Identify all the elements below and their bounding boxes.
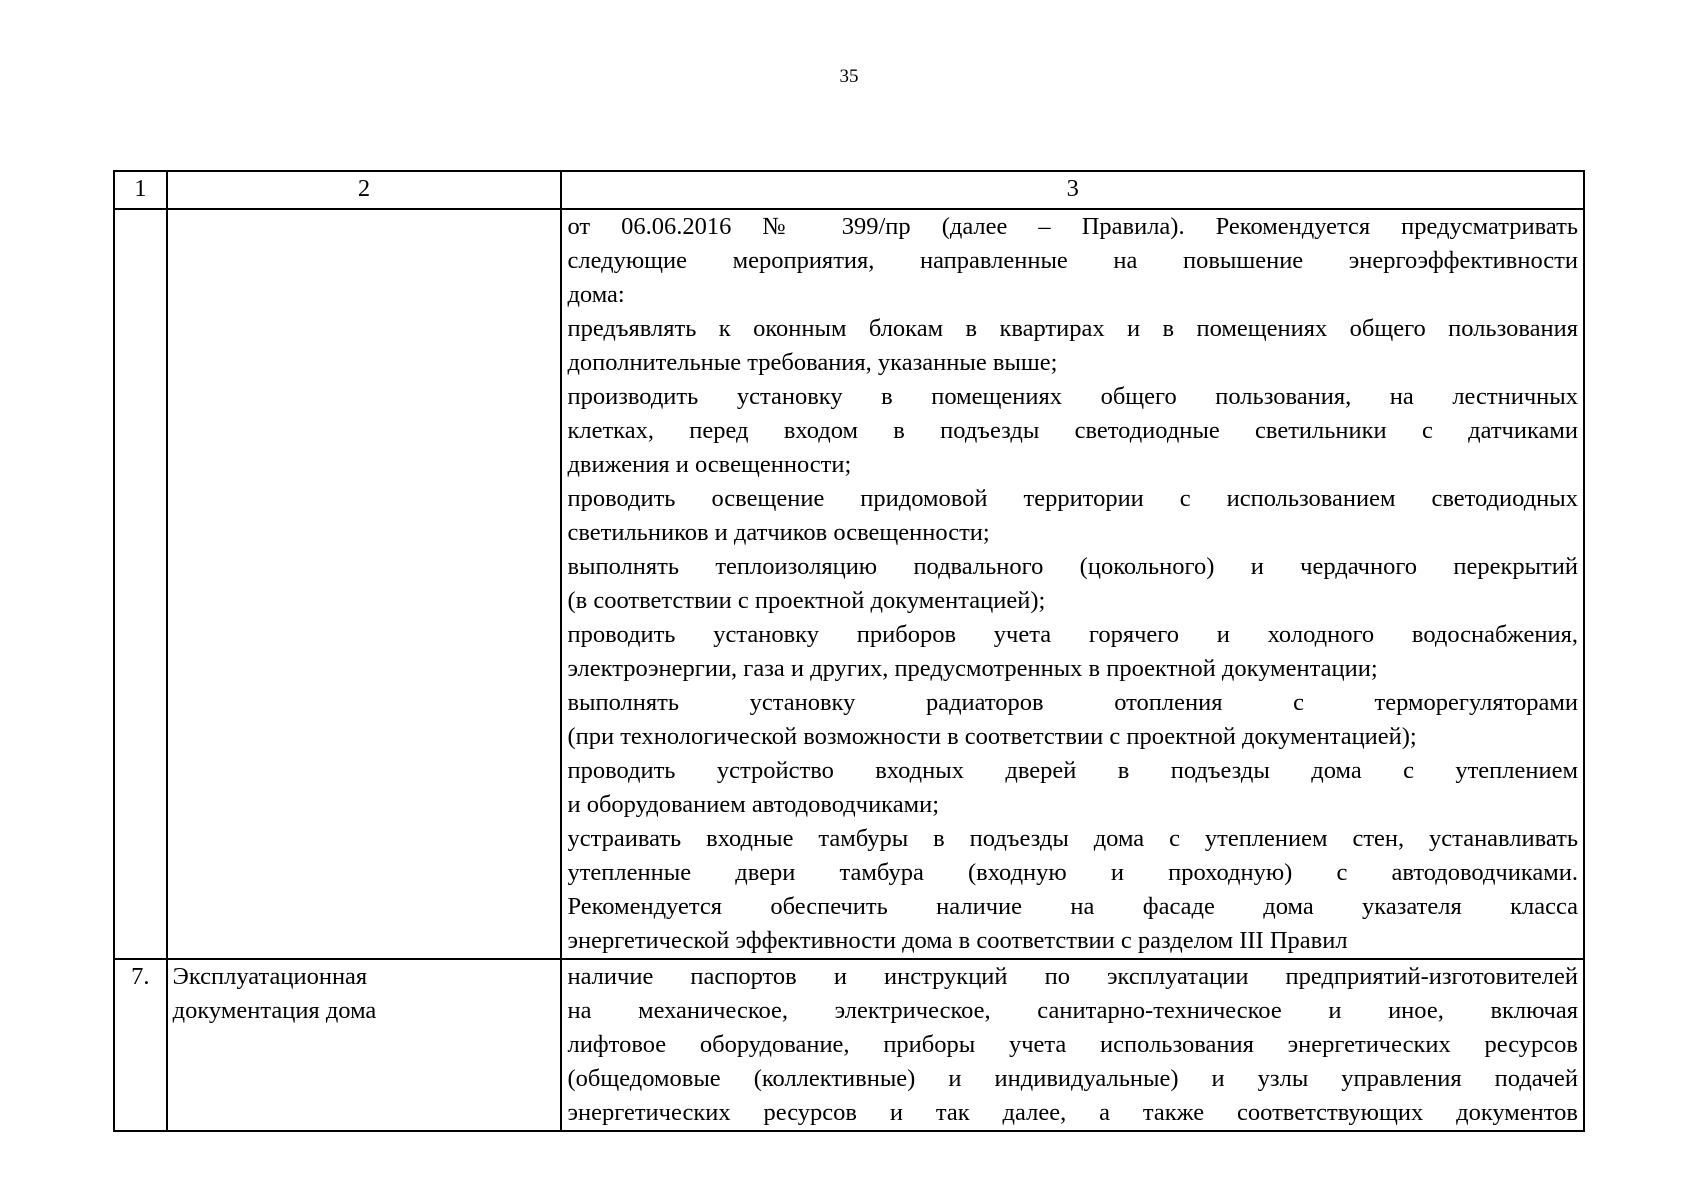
description-line: выполнять теплоизоляцию подвального (цокольного) и чердачного перекрытий: [567, 553, 1578, 580]
description-line: дома:: [567, 281, 625, 308]
description-line: (общедомовые (коллективные) и индивидуальные) и узлы управления подачей: [567, 1065, 1578, 1092]
row-description: [561, 959, 1584, 1131]
description-line: предъявлять к оконным блокам в квартирах и в помещениях общего пользования: [567, 315, 1578, 342]
table-row: [114, 959, 1584, 1131]
description-line: производить установку в помещениях общего пользования, на лестничных: [567, 383, 1578, 410]
header-col-2: 2: [167, 171, 562, 209]
header-col-3: 3: [561, 171, 1584, 209]
page-number: 35: [839, 66, 859, 87]
description-line: проводить устройство входных дверей в подъезды дома с утеплением: [567, 757, 1578, 784]
description-line: утепленные двери тамбура (входную и проходную) с автодоводчиками.: [567, 859, 1578, 886]
row-item-name: [167, 959, 562, 1131]
description-line: движения и освещенности;: [567, 451, 852, 478]
document-table: [113, 170, 1585, 1132]
row-item-name: [167, 209, 562, 959]
item-name-line: Эксплуатационная: [172, 963, 368, 990]
row-number: [114, 209, 167, 959]
description-line: и оборудованием автодоводчиками;: [567, 791, 940, 818]
description-line: дополнительные требования, указанные выше;: [567, 349, 1058, 376]
table-row: [114, 209, 1584, 959]
description-line: Рекомендуется обеспечить наличие на фасаде дома указателя класса: [567, 893, 1578, 920]
item-name-line: документация дома: [172, 997, 377, 1024]
description-line: электроэнергии, газа и других, предусмотренных в проектной документации;: [567, 655, 1378, 682]
description-line: (при технологической возможности в соответствии с проектной документацией);: [567, 723, 1417, 750]
table-header-row: [114, 171, 1584, 209]
description-line: светильников и датчиков освещенности;: [567, 519, 990, 546]
description-line: устраивать входные тамбуры в подъезды дома с утеплением стен, устанавливать: [567, 825, 1578, 852]
row-description: [561, 209, 1584, 959]
description-line: проводить установку приборов учета горячего и холодного водоснабжения,: [567, 621, 1578, 648]
description-line: энергетической эффективности дома в соответствии с разделом III Правил: [567, 927, 1348, 954]
description-line: на механическое, электрическое, санитарно-техническое и иное, включая: [567, 997, 1578, 1024]
description-line: лифтовое оборудование, приборы учета использования энергетических ресурсов: [567, 1031, 1578, 1058]
description-line: выполнять установку радиаторов отопления с терморегуляторами: [567, 689, 1578, 716]
description-line: клетках, перед входом в подъезды светодиодные светильники с датчиками: [567, 417, 1578, 444]
description-line: следующие мероприятия, направленные на повышение энергоэффективности: [567, 247, 1578, 274]
description-line: энергетических ресурсов и так далее, а также соответствующих документов: [567, 1099, 1578, 1126]
description-line: (в соответствии с проектной документацией);: [567, 587, 1046, 614]
header-col-1: 1: [114, 171, 167, 209]
description-line: наличие паспортов и инструкций по эксплуатации предприятий-изготовителей: [567, 963, 1578, 990]
description-line: от 06.06.2016 № 399/пр (далее – Правила). Рекомендуется предусматривать: [567, 213, 1578, 240]
row-number: 7.: [114, 959, 167, 1131]
description-line: проводить освещение придомовой территории с использованием светодиодных: [567, 485, 1578, 512]
